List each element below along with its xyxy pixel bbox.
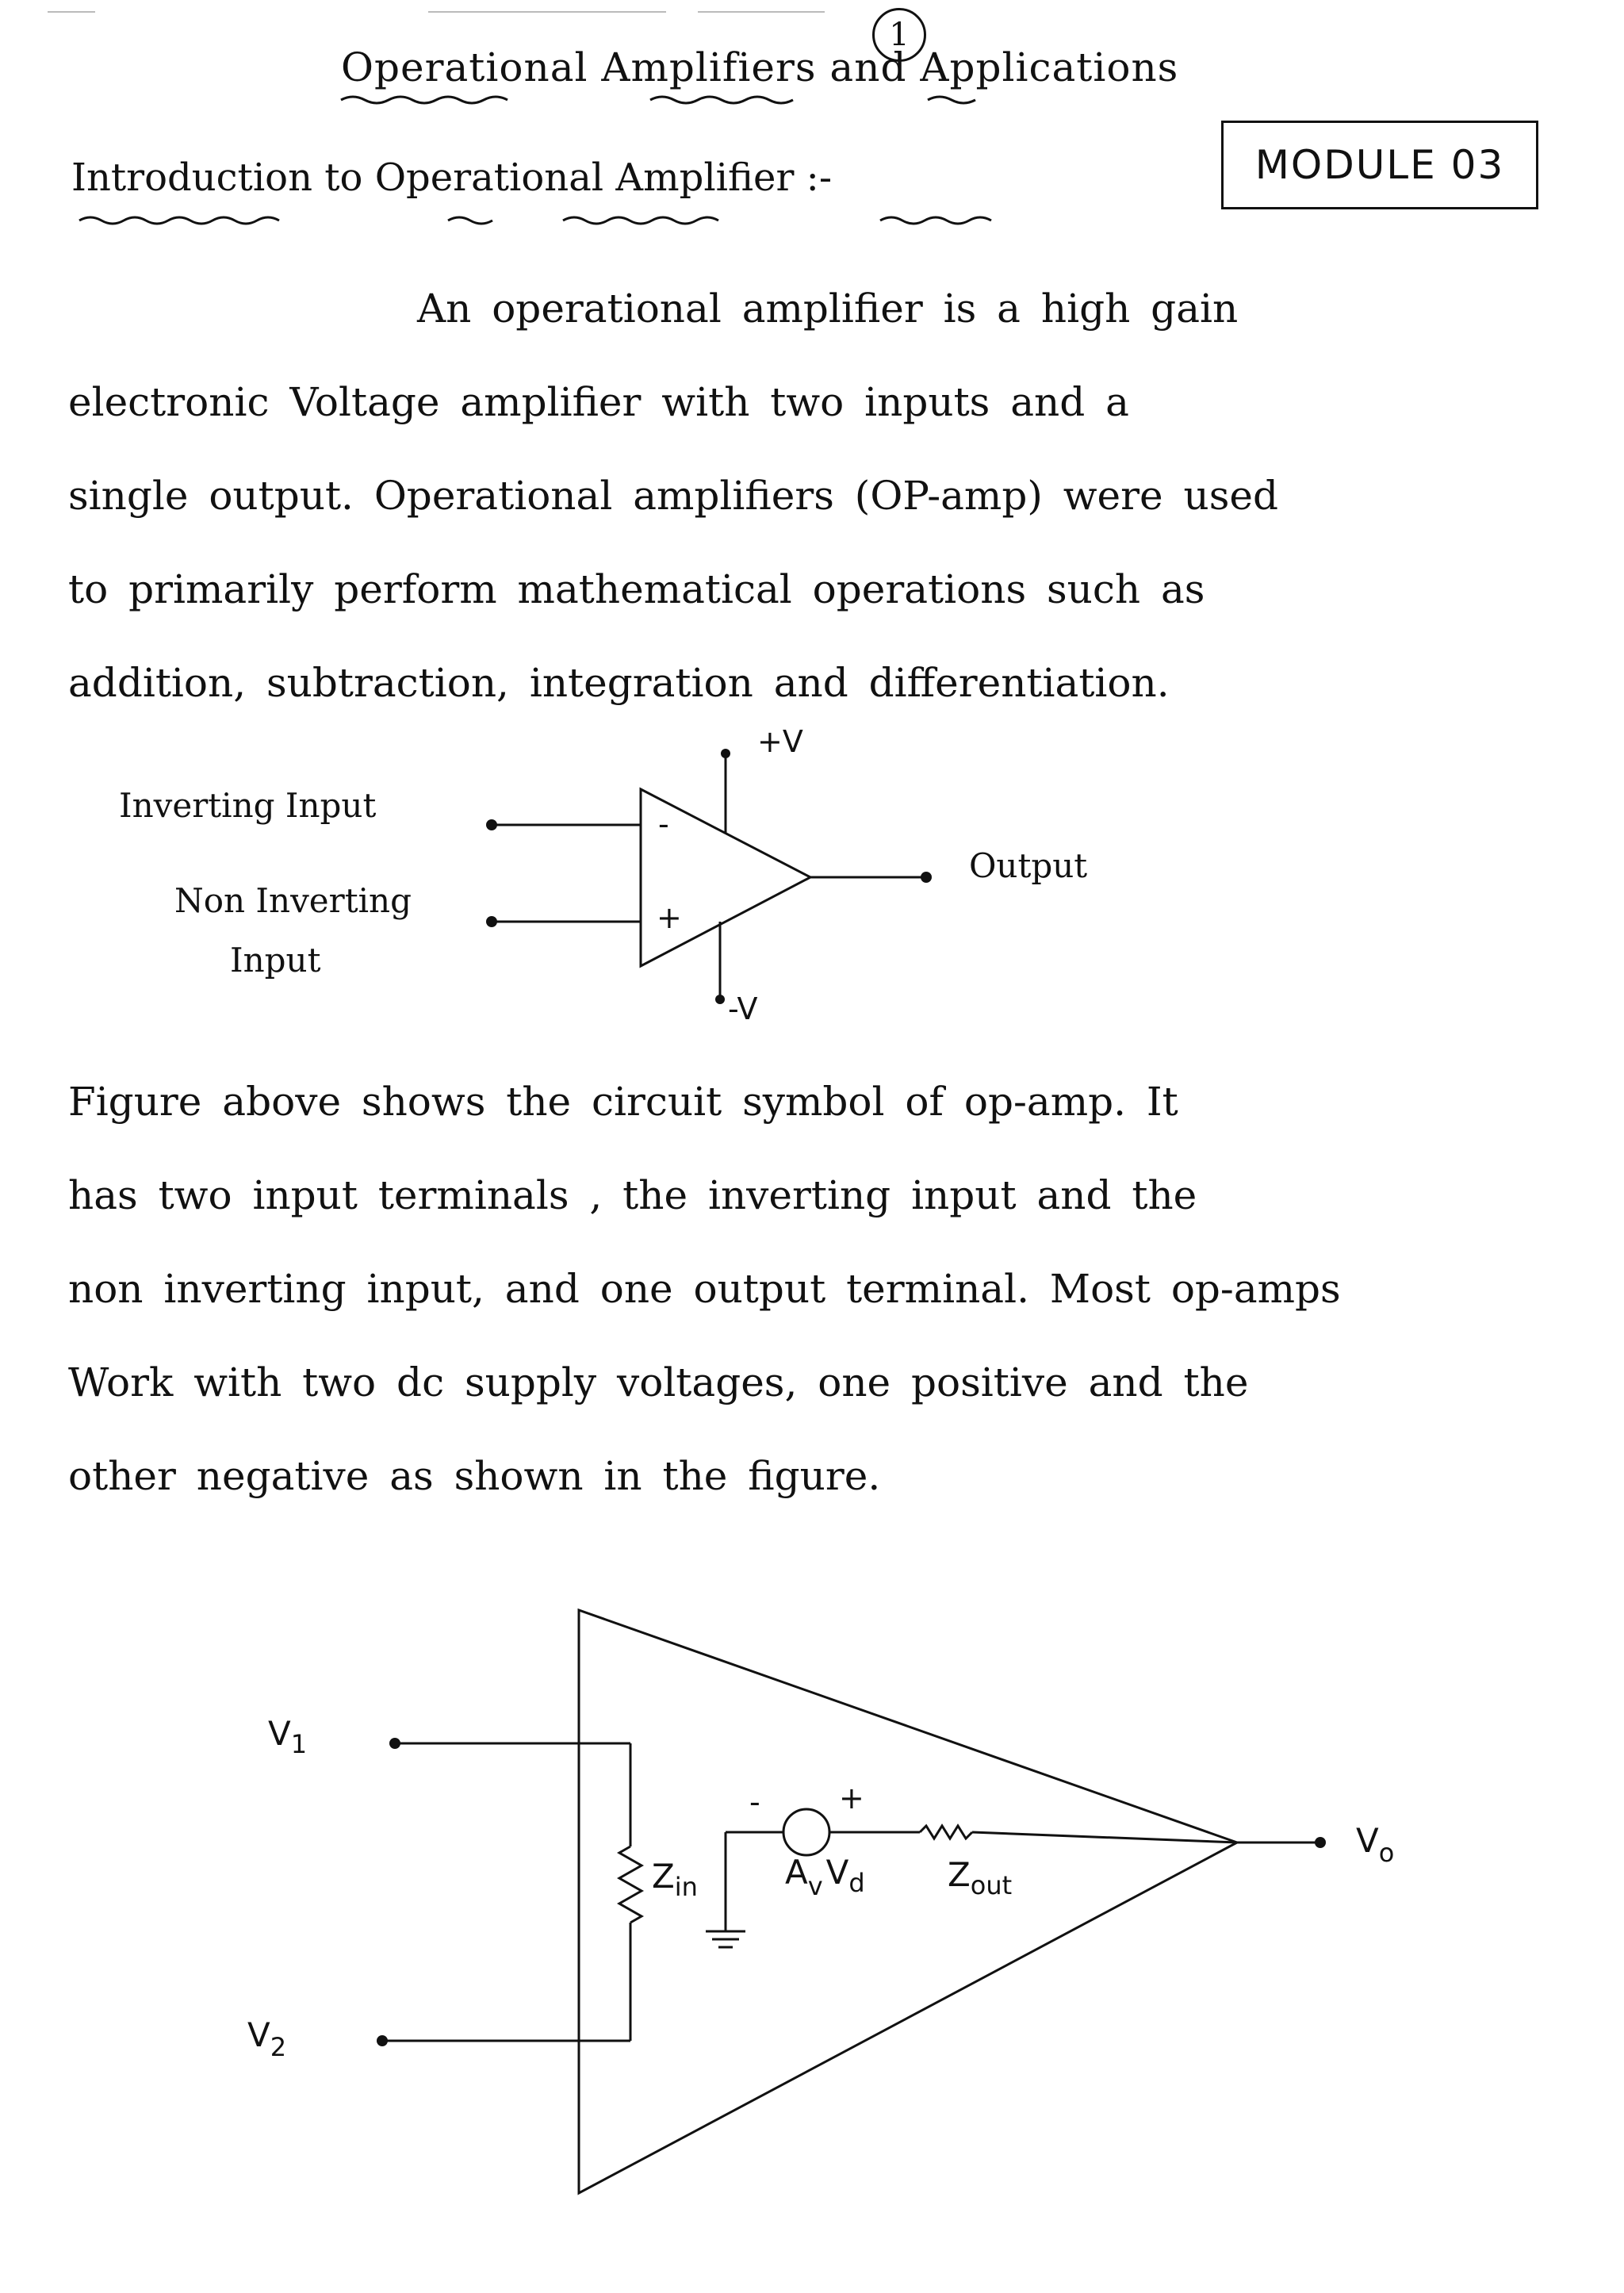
paragraph-line: Work with two dc supply voltages, one positive and the: [68, 1359, 1249, 1405]
v2-label: $V_2$: [247, 2015, 287, 2062]
page-title: Operational Amplifiers and Applications: [341, 44, 1179, 90]
paragraph-line: has two input terminals , the inverting input and the: [68, 1172, 1197, 1218]
negative-supply-terminal: [715, 995, 725, 1004]
zin-resistor: [619, 1846, 642, 1923]
opamp-model-figure: [0, 1570, 1624, 2205]
paragraph-line: non inverting input, and one output terminal. Most op-amps: [68, 1266, 1341, 1312]
section-heading: Introduction to Operational Amplifier :-: [71, 155, 833, 200]
intro-paragraph: [68, 262, 1567, 730]
output-terminal: [921, 872, 932, 883]
paragraph-line: electronic Voltage amplifier with two inputs and a: [68, 379, 1129, 425]
paragraph-line: other negative as shown in the figure.: [68, 1453, 881, 1499]
title-underline: [341, 94, 1332, 109]
dependent-voltage-source: [783, 1809, 829, 1855]
zout-to-output-wire: [972, 1832, 1237, 1842]
inverting-sign: -: [658, 807, 669, 842]
source-minus-sign: -: [749, 1785, 760, 1819]
module-label-text: MODULE 03: [1254, 142, 1505, 188]
zout-resistor: [920, 1826, 972, 1839]
positive-supply-label: +V: [757, 724, 803, 759]
heading-underline: [79, 214, 1110, 230]
negative-supply-label: -V: [728, 991, 758, 1026]
source-plus-sign: +: [839, 1781, 864, 1816]
opamp-symbol-figure: [0, 714, 1624, 1047]
module-label: [1221, 121, 1538, 209]
scan-mark: [698, 11, 825, 13]
inverting-input-label: Inverting Input: [119, 786, 377, 825]
output-label: Output: [969, 846, 1088, 885]
vo-label: $V_o$: [1356, 1821, 1395, 1868]
non-inverting-input-label: Non Inverting: [174, 881, 412, 920]
positive-supply-terminal: [721, 749, 730, 758]
paragraph-line: to primarily perform mathematical operations such as: [68, 566, 1205, 612]
scan-mark: [48, 11, 95, 13]
non-inverting-input-label: Input: [230, 941, 321, 980]
non-inverting-sign: +: [657, 900, 682, 935]
paragraph-line: An operational amplifier is a high gain: [417, 286, 1239, 332]
description-paragraph: [68, 1055, 1567, 1523]
paragraph-line: addition, subtraction, integration and differentiation.: [68, 660, 1170, 706]
v1-label: $V_1$: [268, 1714, 308, 1759]
page-number-text: 1: [889, 17, 910, 53]
paragraph-line: Figure above shows the circuit symbol of op-amp. It: [68, 1079, 1178, 1125]
paragraph-line: single output. Operational amplifiers (OP-amp) were used: [68, 473, 1278, 519]
zout-label: $Z_{out}$: [948, 1855, 1013, 1900]
scan-mark: [428, 11, 666, 13]
zin-label: $Z_{in}$: [652, 1857, 698, 1902]
gain-label: $A_vV_d$: [785, 1853, 865, 1901]
vo-terminal: [1315, 1837, 1326, 1848]
